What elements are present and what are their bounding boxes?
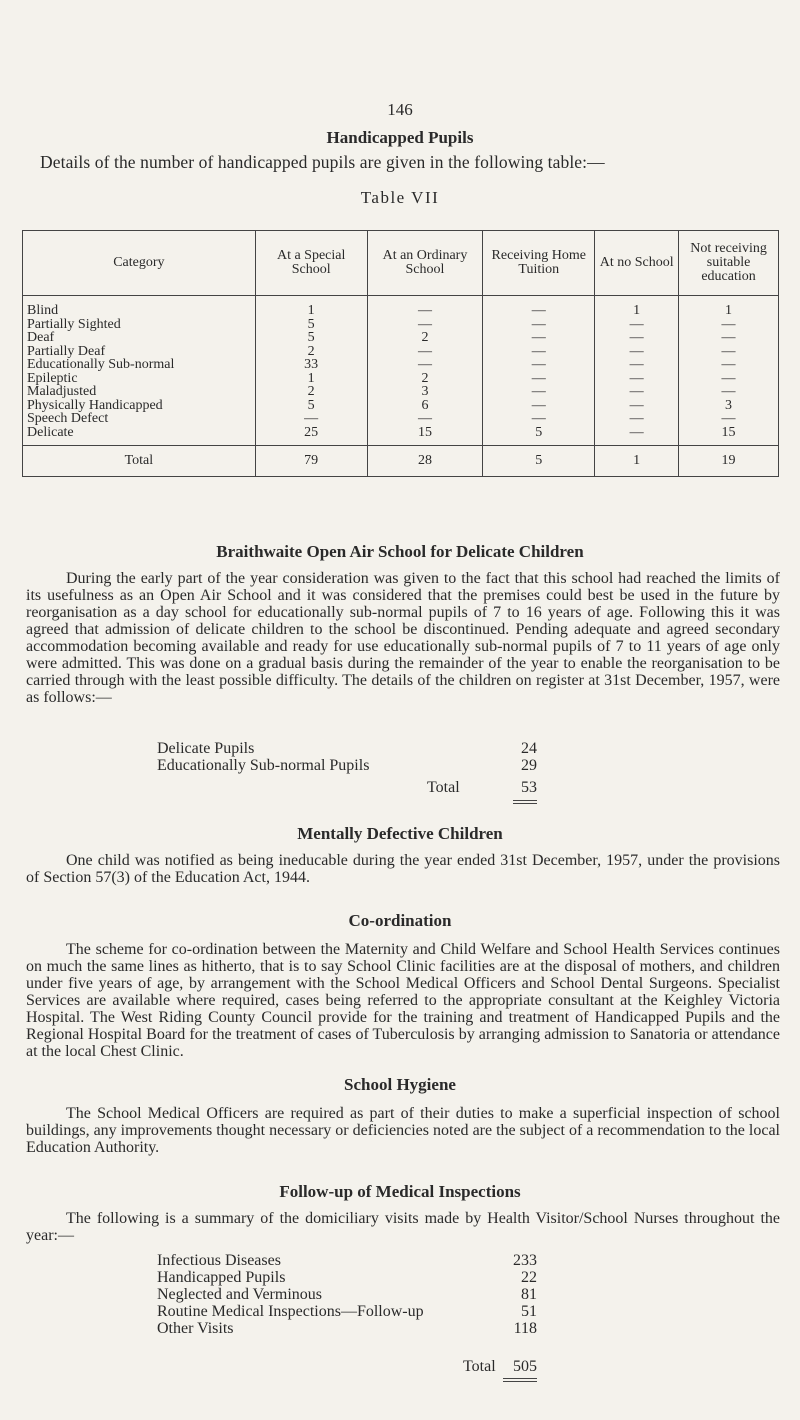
category-cell: Partially Deaf (27, 344, 106, 358)
ordinary-cell: 2 (421, 330, 429, 345)
total-not-suitable: 19 (679, 446, 779, 477)
none-cell: — (629, 330, 644, 345)
ordinary-cell: 2 (421, 370, 429, 386)
not-suitable-cell: 1 (725, 303, 733, 318)
table-total-row (23, 446, 779, 477)
col-header-no-school: At no School (595, 231, 679, 296)
none-cell: — (629, 316, 644, 332)
table-header-row (23, 231, 779, 296)
braithwaite-double-rule (513, 800, 537, 804)
none-cell: — (629, 357, 644, 372)
no-school-column (595, 296, 679, 446)
followup-total-label: Total (463, 1358, 496, 1375)
list-item-value: 51 (521, 1303, 537, 1320)
list-item (157, 1320, 537, 1337)
special-cell: 5 (307, 316, 315, 332)
home-cell: — (531, 343, 546, 359)
list-item-label: Routine Medical Inspections—Follow-up (157, 1303, 424, 1320)
coordination-heading: Co-ordination (348, 911, 452, 930)
list-item-label: Neglected and Verminous (157, 1286, 322, 1303)
not-suitable-cell: — (721, 411, 736, 426)
none-cell: — (629, 343, 644, 359)
category-cell: Educationally Sub-normal (27, 358, 175, 372)
list-item (157, 1269, 537, 1286)
col-header-not-suitable: Not receiving suitable education (679, 231, 779, 296)
col-header-category: Category (23, 231, 256, 296)
hygiene-heading: School Hygiene (344, 1075, 456, 1094)
col-header-special-school: At a Special School (255, 231, 367, 296)
list-item (157, 1303, 537, 1320)
list-item-label: Delicate Pupils (157, 740, 255, 757)
home-cell: — (531, 397, 546, 413)
category-cell: Physically Handicapped (27, 398, 163, 412)
total-ordinary: 28 (367, 446, 483, 477)
special-cell: 5 (307, 330, 315, 345)
not-suitable-cell: — (721, 343, 736, 359)
home-cell: — (531, 411, 546, 426)
special-cell: 33 (304, 357, 319, 372)
home-cell: — (531, 357, 546, 372)
list-item-value: 81 (521, 1286, 537, 1303)
coordination-paragraph: The scheme for co-ordination between the Maternity and Child Welfare and School Health Services continues on much the same lines as hitherto, that is to say School Clinic facilities are at the disposal of mothers, and children under five years of age, by arrangement with the School Medical Officers and School Dental Surgeons. Specialist Services are available where required, cases being referred to the appropriate consultant at the Keighley Victoria Hospital. The West Riding County Council provide for the training and treatment of Handicapped Pupils and the Regional Hospital Board for the treatment of cases of Tuberculosis by arranging admission to Sanatoria or attendance at the local Chest Clinic. (26, 941, 780, 1060)
total-special: 79 (255, 446, 367, 477)
not-suitable-column (679, 296, 779, 446)
list-item-value: 22 (521, 1269, 537, 1286)
none-cell: — (629, 384, 644, 399)
hygiene-paragraph: The School Medical Officers are required as part of their duties to make a superficial inspection of school buildings, any improvements thought necessary or deficiencies noted are the subject of a recommendation to the local Education Authority. (26, 1105, 780, 1156)
category-cell: Maladjusted (27, 385, 97, 399)
special-cell: 2 (307, 343, 315, 359)
home-cell: — (531, 370, 546, 386)
table-caption: Table VII (360, 188, 440, 207)
category-cell: Speech Defect (27, 412, 109, 426)
list-item (157, 740, 537, 757)
not-suitable-cell: 3 (725, 397, 733, 413)
intro-text: Details of the number of handicapped pupils are given in the following table:— (40, 152, 605, 172)
home-cell: — (531, 330, 546, 345)
page-number: 146 (387, 100, 413, 119)
list-item-value: 24 (521, 740, 537, 757)
none-cell: 1 (633, 303, 641, 318)
ordinary-cell: 15 (417, 424, 432, 440)
total-label: Total (23, 446, 256, 477)
category-cell: Epileptic (27, 371, 78, 385)
special-cell: 25 (304, 424, 319, 440)
special-cell: 2 (307, 384, 315, 399)
not-suitable-cell: — (721, 370, 736, 386)
list-item (157, 757, 537, 774)
list-item (157, 1252, 537, 1269)
ordinary-school-column (367, 296, 483, 446)
none-cell: — (629, 424, 644, 440)
total-none: 1 (595, 446, 679, 477)
braithwaite-paragraph: During the early part of the year consideration was given to the fact that this school had reached the limits of its usefulness as an Open Air School and it was considered that the premises could best be used in the future by reorganisation as a day school for educationally sub-normal pupils of 7 to 16 years of age. Following this it was agreed that admission of delicate children to the school be discontinued. Pending adequate and agreed secondary accommodation becoming available and ready for use educationally sub-normal pupils of 7 to 11 years of age only were admitted. This was done on a gradual basis during the remainder of the year to enable the reorganisation to be carried through with the least possible difficulty. The details of the children on register at 31st December, 1957, were as follows:— (26, 570, 780, 706)
followup-double-rule (503, 1378, 537, 1382)
followup-visits-list (157, 1252, 537, 1337)
mental-paragraph: One child was notified as being ineducable during the year ended 31st December, 1957, under the provisions of Section 57(3) of the Education Act, 1944. (26, 852, 780, 886)
col-header-ordinary-school: At an Ordinary School (367, 231, 483, 296)
list-item-label: Other Visits (157, 1320, 234, 1337)
category-cell: Deaf (27, 331, 55, 345)
special-cell: 5 (307, 397, 315, 413)
special-school-column (255, 296, 367, 446)
followup-total-value: 505 (513, 1358, 537, 1375)
none-cell: — (629, 411, 644, 426)
list-item-value: 118 (513, 1320, 537, 1337)
home-tuition-column (483, 296, 595, 446)
section-heading-handicapped-pupils: Handicapped Pupils (326, 128, 474, 147)
list-item-label: Educationally Sub-normal Pupils (157, 757, 370, 774)
list-item-label: Infectious Diseases (157, 1252, 281, 1269)
col-header-home-tuition: Receiving Home Tuition (483, 231, 595, 296)
category-cell: Blind (27, 304, 59, 318)
followup-heading: Follow-up of Medical Inspections (279, 1182, 521, 1201)
total-home: 5 (483, 446, 595, 477)
special-cell: 1 (307, 303, 315, 318)
handicapped-pupils-table (22, 230, 779, 477)
not-suitable-cell: — (721, 384, 736, 399)
special-cell: 1 (307, 370, 315, 386)
followup-paragraph: The following is a summary of the domiciliary visits made by Health Visitor/School Nurses throughout the year:— (26, 1210, 780, 1244)
braithwaite-total-value: 53 (521, 779, 537, 796)
ordinary-cell: — (417, 316, 432, 332)
home-cell: — (531, 303, 546, 318)
none-cell: — (629, 397, 644, 413)
ordinary-cell: — (417, 343, 432, 359)
not-suitable-cell: — (721, 316, 736, 332)
braithwaite-heading: Braithwaite Open Air School for Delicate Children (216, 542, 584, 561)
table-body (23, 296, 779, 446)
category-column (23, 296, 256, 446)
special-cell: — (304, 411, 319, 426)
category-cell: Partially Sighted (27, 317, 121, 331)
ordinary-cell: 6 (421, 397, 429, 413)
category-cell: Delicate (27, 425, 74, 439)
not-suitable-cell: 15 (721, 424, 736, 440)
none-cell: — (629, 370, 644, 386)
mental-heading: Mentally Defective Children (297, 824, 503, 843)
home-cell: — (531, 316, 546, 332)
list-item-label: Handicapped Pupils (157, 1269, 286, 1286)
ordinary-cell: — (417, 411, 432, 426)
list-item (157, 1286, 537, 1303)
home-cell: — (531, 384, 546, 399)
braithwaite-total-label: Total (427, 779, 460, 796)
list-item-value: 233 (513, 1252, 537, 1269)
ordinary-cell: — (417, 357, 432, 372)
home-cell: 5 (535, 424, 543, 440)
ordinary-cell: 3 (421, 384, 429, 399)
ordinary-cell: — (417, 303, 432, 318)
list-item-value: 29 (521, 757, 537, 774)
braithwaite-register-list (157, 740, 537, 774)
not-suitable-cell: — (721, 357, 736, 372)
not-suitable-cell: — (721, 330, 736, 345)
